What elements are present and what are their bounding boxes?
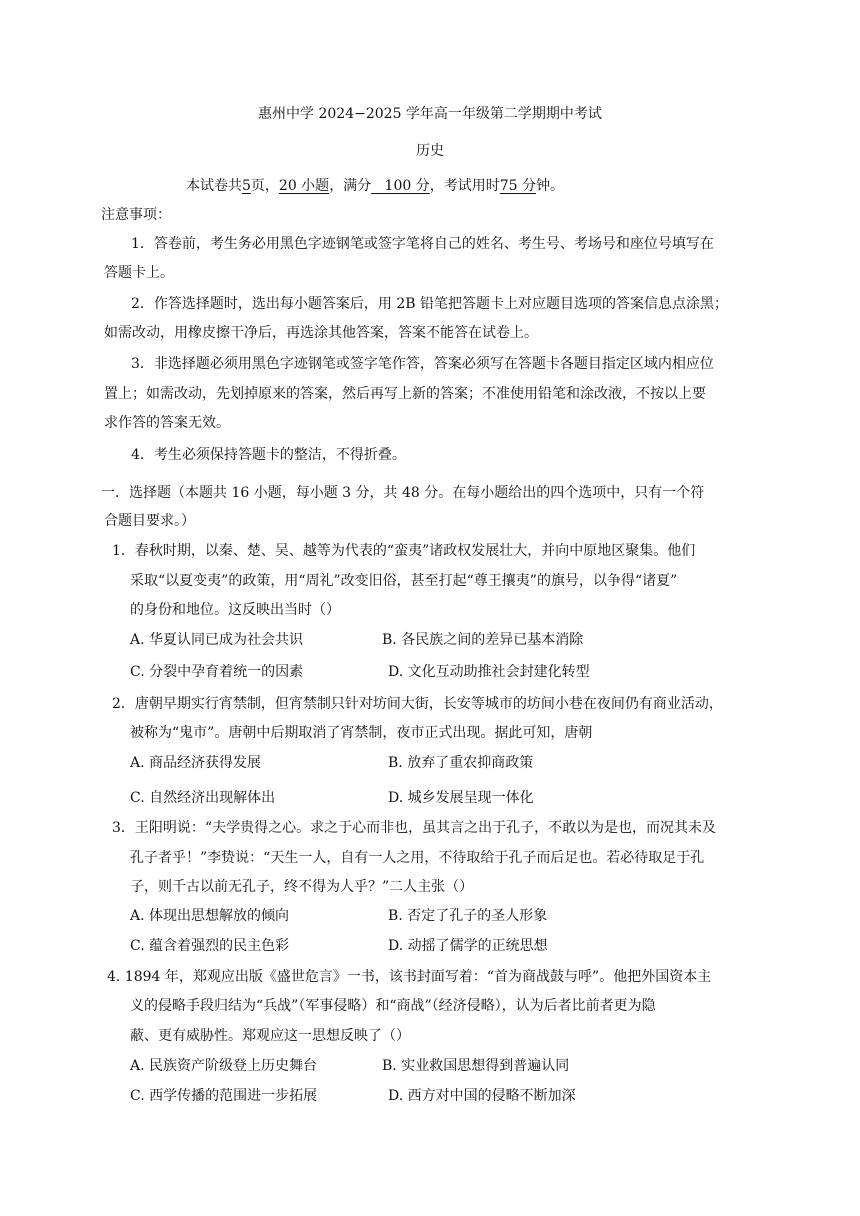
note-line: 3．非选择题必须用黑色字迹钢笔或签字笔作答，答案必须写在答题卡各题目指定区域内相应位 (131, 356, 714, 372)
question-4-option-c: C. 西学传播的范围进一步拓展 (130, 1088, 318, 1104)
question-3-option-d: D. 动摇了儒学的正统思想 (388, 938, 548, 954)
question-4-text: 蔽、更有威胁性。郑观应这一思想反映了（） (130, 1028, 410, 1044)
question-3-option-a: A. 体现出思想解放的倾向 (130, 908, 290, 924)
question-3-option-b: B. 否定了孔子的圣人形象 (388, 908, 548, 924)
question-1-text: 采取“以夏变夷”的政策，用“周礼”改变旧俗，甚至打起“尊王攘夷”的旗号，以争得“诸夏” (130, 573, 678, 589)
note-line: 置上；如需改动，先划掉原来的答案，然后再写上新的答案；不准使用铅笔和涂改液，不按以上要 (104, 386, 706, 402)
question-3-text: 子，则千古以前无孔子，终不得为人乎？”二人主张（） (130, 879, 474, 895)
info-score: 100 分 (371, 178, 430, 194)
question-4-option-d: D. 西方对中国的侵略不断加深 (388, 1088, 576, 1104)
info-text: 页， (250, 178, 279, 194)
question-4-text: 4. 1894 年，郑观应出版《盛世危言》一书，该书封面写着：“首为商战鼓与呼”。他把外国资本主 (107, 969, 712, 985)
question-2-text: 2．唐朝早期实行宵禁制，但宵禁制只针对坊间大街，长安等城市的坊间小巷在夜间仍有商业活动， (112, 696, 723, 712)
question-1-option-b: B. 各民族之间的差异已基本消除 (382, 632, 584, 648)
note-line: 如需改动，用橡皮擦干净后，再选涂其他答案，答案不能答在试卷上。 (104, 325, 538, 341)
question-4-option-a: A. 民族资产阶级登上历史舞台 (130, 1058, 318, 1074)
question-1-text: 的身份和地位。这反映出当时（） (130, 602, 340, 618)
question-2-option-d: D. 城乡发展呈现一体化 (388, 790, 534, 806)
exam-title: 惠州中学 2024−2025 学年高一年级第二学期期中考试 (258, 106, 602, 122)
note-line: 答题卡上。 (104, 265, 174, 281)
question-1-option-d: D. 文化互动助推社会封建化转型 (388, 664, 590, 680)
info-text: 钟。 (535, 178, 564, 194)
question-1-option-a: A. 华夏认同已成为社会共识 (130, 632, 304, 648)
question-1-text: 1．春秋时期，以秦、楚、吴、越等为代表的“蛮夷”诸政权发展壮大，并向中原地区聚集。他们 (112, 543, 696, 559)
notes-heading: 注意事项： (101, 207, 171, 223)
question-4-text: 义的侵略手段归结为“兵战”（军事侵略）和“商战”（经济侵略），认为后者比前者更为隐 (130, 998, 656, 1014)
info-text: ，考试用时 (429, 178, 500, 194)
note-line: 2．作答选择题时，选出每小题答案后，用 2B 铅笔把答题卡上对应题目选项的答案信息点涂黑； (131, 296, 729, 312)
note-line: 1．答卷前，考生务必用黑色字迹钢笔或签字笔将自己的姓名、考生号、考场号和座位号填写在 (131, 236, 714, 252)
info-text: 本试卷共 (186, 178, 242, 194)
info-pages: 5 (242, 178, 251, 194)
question-2-option-b: B. 放弃了重农抑商政策 (388, 755, 534, 771)
note-line: 求作答的答案无效。 (104, 415, 230, 431)
question-3-text: 3．王阳明说：“夫学贵得之心。求之于心而非也，虽其言之出于孔子，不敢以为是也，而况其未及 (112, 820, 717, 836)
question-4-option-b: B. 实业救国思想得到普遍认同 (382, 1058, 570, 1074)
question-2-text: 被称为“鬼市”。唐朝中后期取消了宵禁制，夜市正式出现。据此可知，唐朝 (130, 725, 593, 741)
question-1-option-c: C. 分裂中孕育着统一的因素 (130, 664, 304, 680)
question-2-option-a: A. 商品经济获得发展 (130, 755, 262, 771)
section-heading: 一．选择题（本题共 16 小题，每小题 3 分，共 48 分。在每小题给出的四个选项中，只有一个符 (101, 485, 705, 501)
exam-info (186, 176, 564, 196)
note-line: 4．考生必须保持答题卡的整洁，不得折叠。 (131, 447, 406, 463)
info-time: 75 分 (499, 178, 536, 194)
question-2-option-c: C. 自然经济出现解体出 (130, 790, 276, 806)
info-text: ，满分 (329, 178, 372, 194)
subject-title: 历史 (416, 143, 444, 159)
question-3-text: 孔子者乎！”李贽说：“天生一人，自有一人之用，不待取给于孔子而后足也。若必待取足于孔 (130, 850, 705, 866)
section-heading-cont: 合题目要求。） (104, 513, 195, 529)
info-questions: 20 小题 (278, 178, 330, 194)
question-3-option-c: C. 蕴含着强烈的民主色彩 (130, 938, 290, 954)
